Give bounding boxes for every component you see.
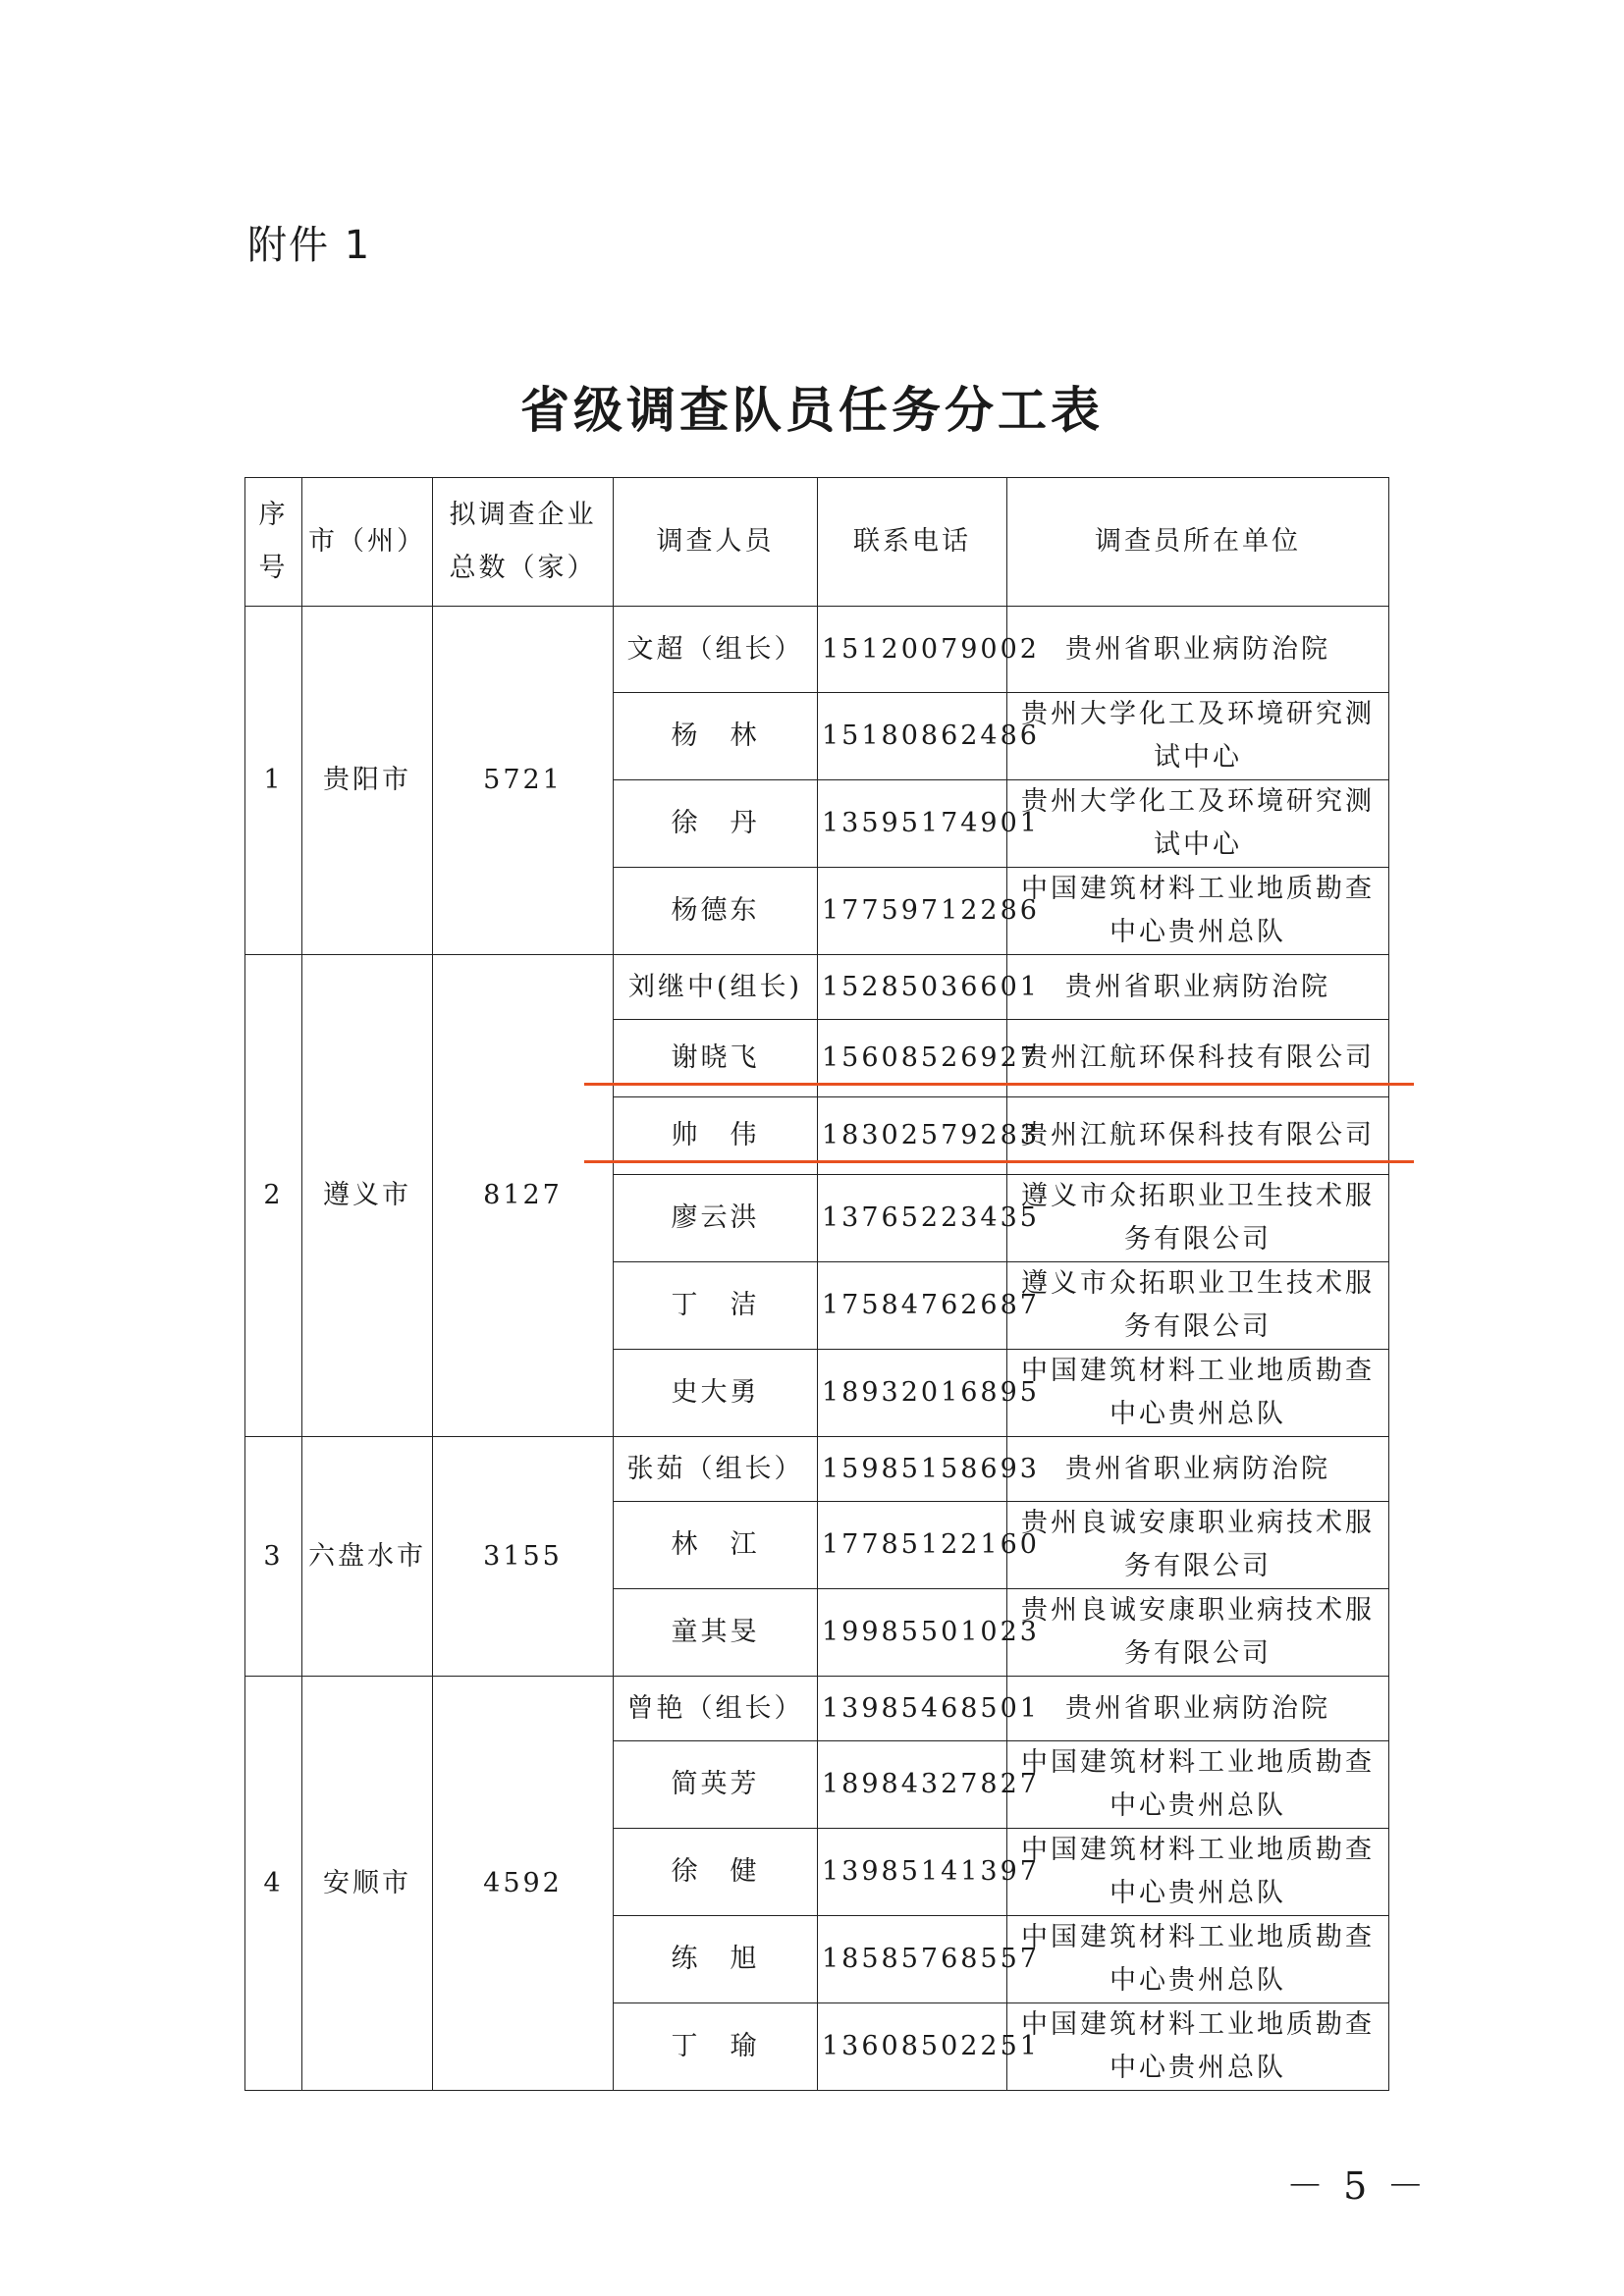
cell-person: 谢晓飞 [614,1020,818,1097]
cell-person: 林 江 [614,1502,818,1589]
cell-unit: 贵州江航环保科技有限公司 [1007,1020,1389,1097]
cell-count: 4592 [433,1677,614,2091]
cell-unit: 贵州良诚安康职业病技术服务有限公司 [1007,1589,1389,1677]
table-header-row [245,478,1389,607]
cell-person: 丁 瑜 [614,2003,818,2091]
cell-unit: 贵州江航环保科技有限公司 [1007,1097,1389,1175]
cell-seq: 2 [245,955,302,1437]
table-row [245,1677,1389,1741]
header-phone: 联系电话 [818,478,1007,607]
cell-person: 丁 洁 [614,1262,818,1350]
cell-person: 童其旻 [614,1589,818,1677]
cell-person: 练 旭 [614,1916,818,2003]
cell-person: 杨德东 [614,868,818,955]
attachment-label: 附件 1 [247,223,372,268]
cell-person: 廖云洪 [614,1175,818,1262]
cell-person: 徐 健 [614,1829,818,1916]
table-row [245,607,1389,693]
cell-phone: 18585768557 [818,1916,1007,2003]
header-city: 市（州） [302,478,433,607]
cell-person: 史大勇 [614,1350,818,1437]
cell-person: 徐 丹 [614,780,818,868]
header-count: 拟调查企业总数（家） [433,478,614,607]
cell-phone: 18984327827 [818,1741,1007,1829]
cell-unit: 贵州省职业病防治院 [1007,955,1389,1020]
cell-phone: 13985141397 [818,1829,1007,1916]
highlight-underline [584,1083,1414,1086]
cell-unit: 中国建筑材料工业地质勘查中心贵州总队 [1007,1741,1389,1829]
cell-seq: 4 [245,1677,302,2091]
cell-person: 刘继中(组长) [614,955,818,1020]
header-unit: 调查员所在单位 [1007,478,1389,607]
cell-seq: 3 [245,1437,302,1677]
cell-unit: 中国建筑材料工业地质勘查中心贵州总队 [1007,1916,1389,2003]
cell-phone: 13765223435 [818,1175,1007,1262]
cell-unit: 遵义市众拓职业卫生技术服务有限公司 [1007,1262,1389,1350]
cell-unit: 贵州大学化工及环境研究测试中心 [1007,780,1389,868]
highlight-underline [584,1160,1414,1163]
table-row [245,955,1389,1020]
cell-phone: 17584762687 [818,1262,1007,1350]
cell-unit: 中国建筑材料工业地质勘查中心贵州总队 [1007,868,1389,955]
cell-phone: 18302579283 [818,1097,1007,1175]
cell-person: 曾艳（组长） [614,1677,818,1741]
cell-count: 3155 [433,1437,614,1677]
cell-city: 贵阳市 [302,607,433,955]
cell-phone: 18932016895 [818,1350,1007,1437]
header-person: 调查人员 [614,478,818,607]
cell-seq: 1 [245,607,302,955]
cell-person: 杨 林 [614,693,818,780]
cell-person: 文超（组长） [614,607,818,693]
cell-phone: 15985158693 [818,1437,1007,1502]
cell-unit: 遵义市众拓职业卫生技术服务有限公司 [1007,1175,1389,1262]
cell-person: 简英芳 [614,1741,818,1829]
cell-city: 遵义市 [302,955,433,1437]
cell-phone: 17759712286 [818,868,1007,955]
cell-phone: 19985501023 [818,1589,1007,1677]
cell-unit: 贵州省职业病防治院 [1007,1437,1389,1502]
cell-person: 帅 伟 [614,1097,818,1175]
cell-city: 六盘水市 [302,1437,433,1677]
cell-unit: 贵州良诚安康职业病技术服务有限公司 [1007,1502,1389,1589]
table-row [245,1437,1389,1502]
document-title: 省级调查队员任务分工表 [520,381,1104,439]
table-body [245,607,1389,2091]
cell-unit: 中国建筑材料工业地质勘查中心贵州总队 [1007,2003,1389,2091]
cell-unit: 贵州大学化工及环境研究测试中心 [1007,693,1389,780]
header-seq: 序号 [245,478,302,607]
cell-unit: 贵州省职业病防治院 [1007,1677,1389,1741]
cell-unit: 中国建筑材料工业地质勘查中心贵州总队 [1007,1350,1389,1437]
cell-unit: 贵州省职业病防治院 [1007,607,1389,693]
cell-count: 5721 [433,607,614,955]
page-number: － 5 － [1286,2164,1429,2208]
cell-phone: 17785122160 [818,1502,1007,1589]
cell-phone: 13985468501 [818,1677,1007,1741]
cell-phone: 15285036601 [818,955,1007,1020]
cell-city: 安顺市 [302,1677,433,2091]
cell-phone: 15180862486 [818,693,1007,780]
cell-unit: 中国建筑材料工业地质勘查中心贵州总队 [1007,1829,1389,1916]
cell-phone: 15120079002 [818,607,1007,693]
cell-count: 8127 [433,955,614,1437]
task-assignment-table [244,477,1389,2091]
cell-phone: 15608526927 [818,1020,1007,1097]
cell-phone: 13595174901 [818,780,1007,868]
cell-person: 张茹（组长） [614,1437,818,1502]
cell-phone: 13608502251 [818,2003,1007,2091]
